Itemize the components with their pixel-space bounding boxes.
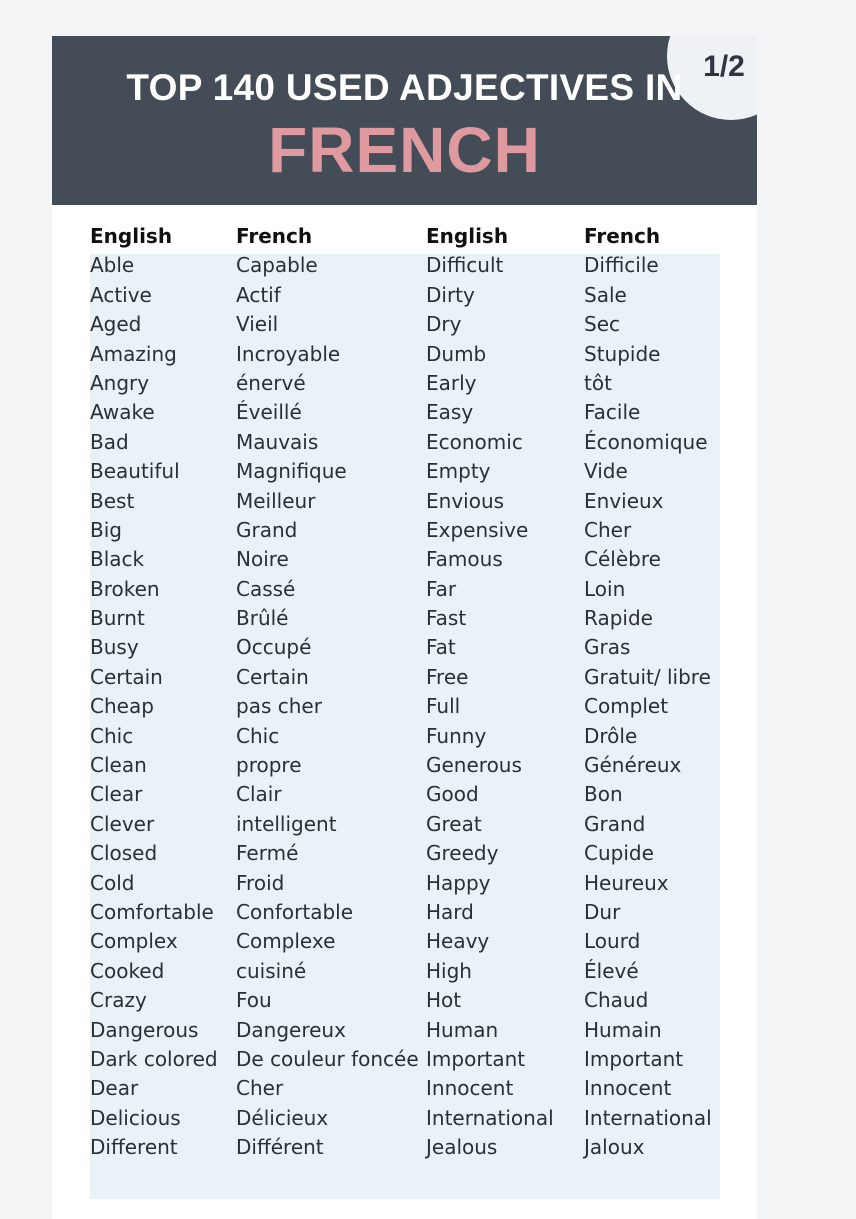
page-title: TOP 140 USED ADJECTIVES IN: [126, 67, 683, 108]
english-word: Famous: [426, 547, 503, 572]
english-word: Delicious: [90, 1105, 181, 1130]
english-word: Crazy: [90, 988, 147, 1013]
english-word: Comfortable: [90, 899, 214, 924]
english-word: Busy: [90, 635, 139, 660]
english-word: Funny: [426, 723, 487, 748]
table-row: [90, 633, 730, 662]
french-word: Élevé: [584, 958, 639, 983]
french-word: Complet: [584, 694, 669, 719]
english-word: Bad: [90, 429, 129, 454]
english-word: Good: [426, 782, 479, 807]
french-word: Généreux: [584, 753, 682, 778]
french-word: tôt: [584, 370, 612, 395]
french-word: Difficile: [584, 253, 659, 278]
french-word: Vide: [584, 459, 628, 484]
table-row: [90, 898, 730, 927]
french-word: Meilleur: [236, 488, 316, 513]
english-word: Fast: [426, 606, 467, 631]
table-header-row: [90, 222, 730, 251]
english-word: Black: [90, 547, 145, 572]
french-word: Dangereux: [236, 1017, 346, 1042]
table-row: [90, 751, 730, 780]
french-word: Innocent: [584, 1076, 672, 1101]
table-row: [90, 575, 730, 604]
french-word: International: [584, 1105, 712, 1130]
french-word: Noire: [236, 547, 289, 572]
french-word: Cher: [584, 517, 632, 542]
table-row: [90, 604, 730, 633]
english-word: Dangerous: [90, 1017, 199, 1042]
table-row: [90, 457, 730, 486]
french-word: Actif: [236, 282, 281, 307]
english-word: High: [426, 958, 472, 983]
french-word: Bon: [584, 782, 623, 807]
table-row: [90, 428, 730, 457]
french-word: Drôle: [584, 723, 638, 748]
english-word: Certain: [90, 664, 163, 689]
english-word: Beautiful: [90, 459, 180, 484]
french-word: Gras: [584, 635, 631, 660]
french-word: Éveillé: [236, 400, 302, 425]
table-row: [90, 663, 730, 692]
english-word: Heavy: [426, 929, 490, 954]
english-word: Best: [90, 488, 135, 513]
table-row: [90, 281, 730, 310]
english-word: Easy: [426, 400, 474, 425]
french-word: Loin: [584, 576, 626, 601]
french-word: intelligent: [236, 811, 337, 836]
french-word: Fou: [236, 988, 272, 1013]
english-word: Greedy: [426, 841, 499, 866]
french-word: Magnifique: [236, 459, 347, 484]
french-word: Jaloux: [584, 1135, 645, 1160]
page-indicator: 1/2: [703, 50, 745, 83]
column-header-french: French: [236, 224, 313, 248]
english-word: International: [426, 1105, 554, 1130]
page-title-language: FRENCH: [268, 114, 541, 186]
english-word: Clear: [90, 782, 143, 807]
french-word: Complexe: [236, 929, 336, 954]
table-row: [90, 369, 730, 398]
english-word: Broken: [90, 576, 160, 601]
french-word: énervé: [236, 370, 306, 395]
table-row: [90, 398, 730, 427]
english-word: Burnt: [90, 606, 145, 631]
english-word: Clever: [90, 811, 155, 836]
english-word: Innocent: [426, 1076, 514, 1101]
english-word: Dry: [426, 312, 462, 337]
french-word: Différent: [236, 1135, 324, 1160]
table-row: [90, 869, 730, 898]
english-word: Clean: [90, 753, 147, 778]
english-word: Free: [426, 664, 469, 689]
french-word: Brûlé: [236, 606, 289, 631]
english-word: Dark colored: [90, 1046, 218, 1071]
french-word: Vieil: [236, 312, 279, 337]
french-word: Stupide: [584, 341, 661, 366]
english-word: Able: [90, 253, 135, 278]
english-word: Empty: [426, 459, 491, 484]
table-row: [90, 810, 730, 839]
english-word: Generous: [426, 753, 522, 778]
french-word: Certain: [236, 664, 309, 689]
table-row: [90, 516, 730, 545]
english-word: Dumb: [426, 341, 487, 366]
french-word: Grand: [236, 517, 298, 542]
french-word: Dur: [584, 899, 621, 924]
table-row: [90, 487, 730, 516]
french-word: Mauvais: [236, 429, 319, 454]
english-word: Dirty: [426, 282, 475, 307]
english-word: Early: [426, 370, 477, 395]
table-row: [90, 692, 730, 721]
french-word: Incroyable: [236, 341, 341, 366]
french-word: Chaud: [584, 988, 649, 1013]
english-word: Closed: [90, 841, 158, 866]
french-word: Heureux: [584, 870, 669, 895]
english-word: Hot: [426, 988, 462, 1013]
english-word: Fat: [426, 635, 456, 660]
french-word: Cher: [236, 1076, 284, 1101]
french-word: pas cher: [236, 694, 322, 719]
title-banner: [52, 36, 757, 205]
english-word: Cheap: [90, 694, 154, 719]
french-word: Capable: [236, 253, 318, 278]
french-word: Occupé: [236, 635, 312, 660]
french-word: Clair: [236, 782, 282, 807]
english-word: Awake: [90, 400, 155, 425]
french-word: Fermé: [236, 841, 299, 866]
english-word: Cold: [90, 870, 135, 895]
table-row: [90, 839, 730, 868]
english-word: Cooked: [90, 958, 165, 983]
table-row: [90, 927, 730, 956]
column-header-english: English: [90, 224, 173, 248]
english-word: Complex: [90, 929, 178, 954]
french-word: Humain: [584, 1017, 662, 1042]
french-word: Important: [584, 1046, 684, 1071]
table-row: [90, 545, 730, 574]
column-header-french: French: [584, 224, 661, 248]
table-row: [90, 1074, 730, 1103]
french-word: Rapide: [584, 606, 653, 631]
table-row: [90, 1104, 730, 1133]
english-word: Economic: [426, 429, 523, 454]
english-word: Expensive: [426, 517, 529, 542]
french-word: Confortable: [236, 899, 354, 924]
vocabulary-table: [90, 222, 730, 1163]
english-word: Amazing: [90, 341, 177, 366]
french-word: Cassé: [236, 576, 296, 601]
english-word: Dear: [90, 1076, 139, 1101]
french-word: Froid: [236, 870, 285, 895]
english-word: Difficult: [426, 253, 504, 278]
french-word: Économique: [584, 429, 708, 454]
english-word: Aged: [90, 312, 142, 337]
english-word: Angry: [90, 370, 150, 395]
french-word: Chic: [236, 723, 280, 748]
french-word: propre: [236, 753, 302, 778]
table-row: [90, 1133, 730, 1162]
english-word: Active: [90, 282, 152, 307]
table-row: [90, 310, 730, 339]
french-word: Facile: [584, 400, 641, 425]
table-row: [90, 986, 730, 1015]
column-header-english: English: [426, 224, 509, 248]
french-word: Grand: [584, 811, 646, 836]
french-word: Envieux: [584, 488, 664, 513]
french-word: Cupide: [584, 841, 654, 866]
english-word: Great: [426, 811, 482, 836]
english-word: Chic: [90, 723, 134, 748]
english-word: Happy: [426, 870, 491, 895]
english-word: Hard: [426, 899, 474, 924]
table-row: [90, 340, 730, 369]
french-word: De couleur foncée: [236, 1046, 419, 1071]
table-row: [90, 251, 730, 280]
french-word: Sale: [584, 282, 627, 307]
vocabulary-sheet: [52, 36, 757, 1219]
english-word: Full: [426, 694, 461, 719]
table-row: [90, 722, 730, 751]
table-row: [90, 1045, 730, 1074]
french-word: Gratuit/ libre: [584, 664, 711, 689]
french-word: Lourd: [584, 929, 641, 954]
table-row: [90, 780, 730, 809]
english-word: Important: [426, 1046, 526, 1071]
english-word: Envious: [426, 488, 505, 513]
table-row: [90, 957, 730, 986]
english-word: Jealous: [426, 1135, 498, 1160]
french-word: Délicieux: [236, 1105, 329, 1130]
french-word: Sec: [584, 312, 620, 337]
english-word: Far: [426, 576, 457, 601]
english-word: Different: [90, 1135, 178, 1160]
english-word: Human: [426, 1017, 499, 1042]
english-word: Big: [90, 517, 122, 542]
french-word: cuisiné: [236, 958, 307, 983]
french-word: Célèbre: [584, 547, 661, 572]
table-row: [90, 1016, 730, 1045]
